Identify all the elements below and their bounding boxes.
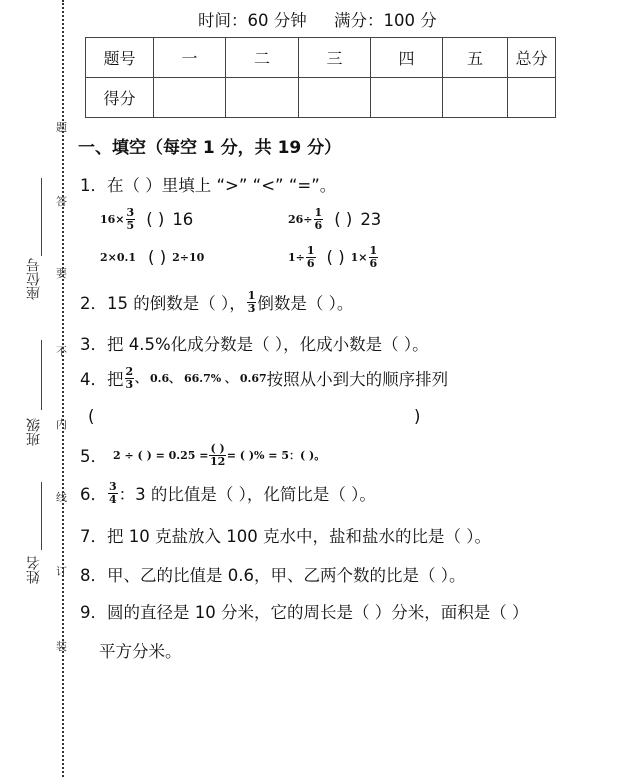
seat-field-line[interactable]: [41, 178, 42, 256]
q4-paren-open: (: [88, 407, 95, 426]
fraction-numerator: 3: [126, 205, 135, 219]
fraction-numerator: 3: [109, 479, 117, 493]
question-9-text-2: 平方分米。: [99, 642, 182, 661]
question-3-text: 3．把 4.5%化成分数是（ ），化成小数是（ ）。: [80, 335, 429, 354]
q2-fraction: [247, 290, 257, 315]
q1-item-d: [288, 243, 379, 271]
margin-char: 线: [56, 491, 67, 504]
q2-text-b: 倒数是（ ）。: [257, 294, 354, 313]
q1-item-b: [288, 205, 381, 233]
score-header-cell: 总分: [508, 38, 556, 78]
question-8-text[interactable]: 8．甲、乙的比值是 0.6，甲、乙两个数的比是（ ）。: [80, 566, 466, 585]
q1-b2r-fraction: [369, 245, 379, 270]
fraction-numerator: 1: [247, 288, 256, 302]
q5-lead: 5．: [80, 447, 107, 466]
margin-char: 题: [56, 121, 67, 134]
score-header-cell: 三: [299, 38, 371, 78]
margin-char: 装: [56, 640, 67, 653]
exam-time: 时间：60 分钟: [198, 11, 307, 30]
q1-b2-expr: 1÷: [288, 250, 305, 264]
score-table-score-row: [86, 78, 556, 118]
score-header-cell: 四: [371, 38, 443, 78]
q1-item-a: [100, 205, 193, 233]
fraction-numerator: 1: [314, 205, 323, 219]
fraction-denominator: 4: [109, 492, 117, 506]
fraction-denominator: 12: [209, 454, 226, 468]
name-label: 姓名: [26, 556, 42, 584]
q5-fraction[interactable]: [209, 443, 225, 468]
binding-dotted-line: [62, 0, 64, 777]
q6-fraction: [108, 481, 118, 506]
score-cell[interactable]: [226, 78, 299, 118]
fraction-denominator: 6: [369, 256, 378, 270]
q1-a2-answer-blank[interactable]: ( ): [334, 209, 353, 229]
q6-text[interactable]: ：3 的比值是（ ），化简比是（ ）。: [118, 485, 376, 504]
q1-a1-fraction: [126, 207, 136, 232]
score-header-cell: 一: [154, 38, 226, 78]
q1-a1-answer-blank[interactable]: ( ): [146, 209, 165, 229]
fraction-denominator: 6: [306, 256, 315, 270]
q6-lead: 6．: [80, 485, 107, 504]
q4-answer-blank[interactable]: [100, 405, 412, 429]
question-7-text[interactable]: 7．把 10 克盐放入 100 克水中，盐和盐水的比是（ ）。: [80, 527, 491, 546]
seat-label: 座位号: [26, 258, 42, 300]
fraction-denominator: 5: [126, 218, 135, 232]
section-title: 一、填空（每空 1 分，共 19 分）: [78, 138, 342, 158]
q4-paren-close: ): [414, 407, 421, 426]
q1-b2-fraction: [306, 245, 316, 270]
q1-a2-expr: 26÷: [288, 212, 313, 226]
class-label: 班级: [26, 418, 42, 446]
score-cell[interactable]: [443, 78, 508, 118]
score-header-cell: 五: [443, 38, 508, 78]
score-cell[interactable]: [508, 78, 556, 118]
score-cell[interactable]: [299, 78, 371, 118]
margin-char: 答: [56, 195, 67, 208]
question-9-text[interactable]: 9．圆的直径是 10 分米，它的周长是（ ）分米，面积是（ ）: [80, 603, 529, 622]
margin-char: 订: [56, 565, 67, 578]
q1-a1-right: 16: [172, 209, 194, 229]
fraction-denominator: 6: [314, 218, 323, 232]
score-header-cell: 二: [226, 38, 299, 78]
margin-char: 内: [56, 418, 67, 431]
question-4: [80, 364, 448, 392]
q4-tail: 按照从小到大的顺序排列: [266, 370, 449, 389]
q1-b2-right: 1×: [350, 250, 368, 264]
q1-b1-answer-blank[interactable]: ( ): [148, 247, 167, 267]
q1-b1-right: 2÷10: [172, 250, 205, 264]
score-header-cell: 题号: [86, 38, 154, 78]
class-field-line[interactable]: [41, 340, 42, 410]
exam-full-marks: 满分：100 分: [334, 11, 437, 30]
score-table: [85, 37, 556, 118]
question-5: [80, 437, 325, 473]
fraction-numerator: 1: [306, 243, 315, 257]
fraction-denominator: 3: [247, 301, 256, 315]
q4-lead: 4．把: [80, 370, 124, 389]
question-2: [80, 288, 353, 316]
q1-b1-expr: 2×0.1: [100, 250, 137, 264]
margin-char: 不: [56, 345, 67, 358]
fraction-denominator: 3: [125, 377, 134, 391]
q4-items: 、 0.6、 66.7% 、 0.67: [135, 372, 267, 385]
question-6: [80, 478, 376, 508]
question-1-text: 1．在（ ）里填上 “>” “<” “=”。: [80, 176, 337, 195]
name-field-line[interactable]: [41, 482, 42, 550]
fraction-numerator: ( ): [210, 441, 225, 455]
q2-text-a: 2．15 的倒数是（ ），: [80, 294, 246, 313]
q1-a2-right: 23: [360, 209, 382, 229]
fraction-numerator: 2: [125, 364, 134, 378]
score-row-label: 得分: [86, 78, 154, 118]
q1-item-c: [100, 243, 204, 271]
q5-expr-b[interactable]: = ( )% = 5：( )。: [226, 449, 326, 462]
q1-b2-answer-blank[interactable]: ( ): [326, 247, 345, 267]
score-cell[interactable]: [154, 78, 226, 118]
fraction-numerator: 1: [369, 243, 378, 257]
q1-a1-expr: 16×: [100, 212, 125, 226]
score-table-header-row: [86, 38, 556, 78]
margin-char: 要: [56, 267, 67, 280]
q4-fraction: [125, 366, 135, 391]
q5-expr-a[interactable]: 2 ÷ ( ) = 0.25 =: [113, 448, 209, 462]
score-cell[interactable]: [371, 78, 443, 118]
q1-a2-fraction: [314, 207, 324, 232]
